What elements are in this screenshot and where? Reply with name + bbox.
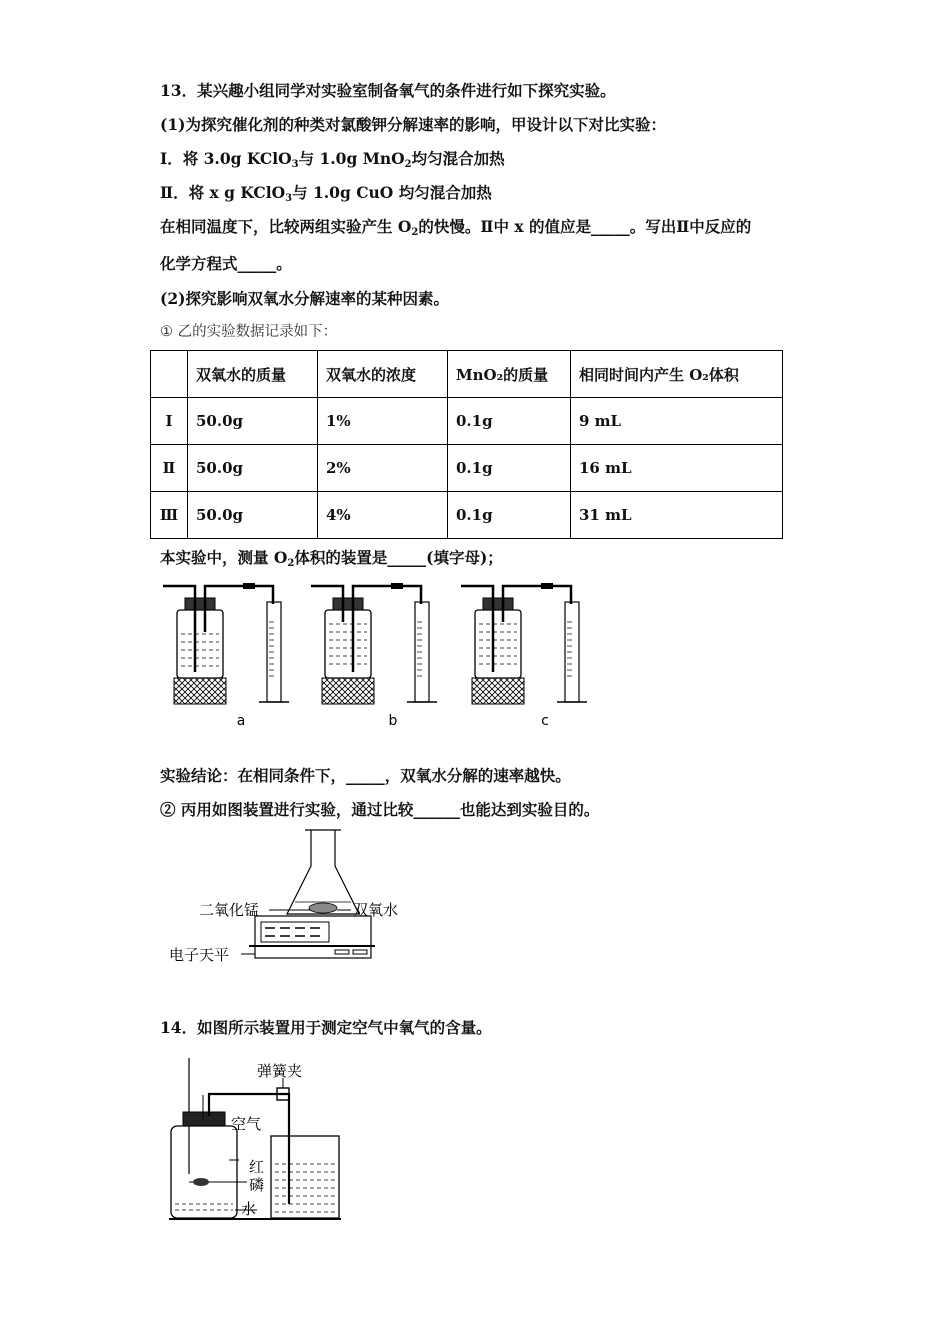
table-cell: 1% <box>318 398 448 445</box>
q13-bing: ② 丙用如图装置进行实验，通过比较______也能达到实验目的。 <box>160 800 600 819</box>
stopper-icon <box>183 1112 225 1126</box>
table-header-row <box>151 351 783 398</box>
table-cell: 4% <box>318 492 448 539</box>
air-label: 空气 <box>231 1115 262 1133</box>
table-cell: 9 mL <box>571 398 783 445</box>
phosphorus-label-2: 磷 <box>249 1176 265 1194</box>
table-row <box>151 492 783 539</box>
stopper-icon <box>483 598 513 610</box>
apparatus-a <box>163 583 289 729</box>
table-header: MnO₂的质量 <box>448 351 571 398</box>
exp1-mid: 与 1.0g MnO <box>298 149 405 168</box>
gas-collection-apparatus-figure <box>155 572 615 732</box>
q13-title: 13．某兴趣小组同学对实验室制备氧气的条件进行如下探究实验。 <box>160 81 616 100</box>
measure-b: 体积的装置是_____(填字母)； <box>294 548 503 567</box>
mno2-label: 二氧化锰 <box>199 901 260 919</box>
table-cell: 31 mL <box>571 492 783 539</box>
q13-compare: 在相同温度下，比较两组实验产生 $O_2$的快慢。Ⅱ中 x 的值应是_____。写出Ⅱ中反应的 <box>160 217 752 238</box>
data-table <box>150 350 783 539</box>
exp2-end: 与 1.0g CuO 均匀混合加热 <box>292 183 492 202</box>
compare-a: 在相同温度下，比较两组实验产生 O <box>160 217 412 236</box>
table-header <box>151 351 188 398</box>
balance-figure <box>165 826 425 968</box>
q13-part1: (1)为探究催化剂的种类对氯酸钾分解速率的影响，甲设计以下对比实验： <box>160 115 666 134</box>
balance-label: 电子天平 <box>169 946 230 964</box>
q13-exp2: Ⅱ．将 x g KClO$_3$与 1.0g CuO 均匀混合加热 <box>160 183 492 204</box>
table-cell: Ⅰ <box>151 398 188 445</box>
table-cell: 50.0g <box>188 398 318 445</box>
support-block-icon <box>472 678 524 704</box>
support-block-icon <box>174 678 226 704</box>
support-block-icon <box>322 678 374 704</box>
q13-part2: (2)探究影响双氧水分解速率的某种因素。 <box>160 289 449 308</box>
water-label: 水 <box>241 1200 257 1218</box>
exp1-end: 均匀混合加热 <box>411 149 505 168</box>
stopper-icon <box>185 598 215 610</box>
exp2-prefix: Ⅱ．将 x g KClO <box>160 183 286 202</box>
q13-part2-sub: ① 乙的实验数据记录如下： <box>160 324 338 340</box>
exp1-prefix: Ⅰ．将 3.0g KClO <box>160 149 292 168</box>
table-cell: Ⅲ <box>151 492 188 539</box>
table-cell: 50.0g <box>188 445 318 492</box>
table-cell: 50.0g <box>188 492 318 539</box>
measure-a: 本实验中，测量 O <box>160 548 288 567</box>
table-row <box>151 445 783 492</box>
table-cell: 0.1g <box>448 445 571 492</box>
table-header: 双氧水的浓度 <box>318 351 448 398</box>
oxygen-content-apparatus-figure <box>165 1054 355 1224</box>
table-row <box>151 398 783 445</box>
table-header: 双氧水的质量 <box>188 351 318 398</box>
table-header: 相同时间内产生 O₂体积 <box>571 351 783 398</box>
beaker-icon <box>271 1136 339 1218</box>
q14-title: 14．如图所示装置用于测定空气中氧气的含量。 <box>160 1018 492 1037</box>
compare-b: 的快慢。Ⅱ中 x 的值应是_____。写出Ⅱ中反应的 <box>418 217 752 236</box>
phosphorus-label-1: 红 <box>249 1158 265 1176</box>
table-cell: 16 mL <box>571 445 783 492</box>
apparatus-label: c <box>541 713 549 729</box>
q13-equation: 化学方程式_____。 <box>160 254 292 273</box>
flask-icon <box>287 830 359 914</box>
table-cell: 0.1g <box>448 492 571 539</box>
table-cell: Ⅱ <box>151 445 188 492</box>
q13-exp1: Ⅰ．将 3.0g KClO$_3$与 1.0g MnO$_2$均匀混合加热 <box>160 149 505 170</box>
table-cell: 0.1g <box>448 398 571 445</box>
apparatus-c <box>461 583 587 729</box>
spring-clamp-label: 弹簧夹 <box>257 1062 303 1080</box>
apparatus-label: b <box>388 713 398 729</box>
h2o2-label: 双氧水 <box>353 901 399 919</box>
apparatus-b <box>311 583 437 729</box>
apparatus-label: a <box>236 713 246 729</box>
q13-conclusion: 实验结论：在相同条件下，_____，双氧水分解的速率越快。 <box>160 766 571 785</box>
q13-measure: 本实验中，测量 $O_2$体积的装置是_____(填字母)； <box>160 548 503 569</box>
stopper-icon <box>333 598 363 610</box>
table-cell: 2% <box>318 445 448 492</box>
